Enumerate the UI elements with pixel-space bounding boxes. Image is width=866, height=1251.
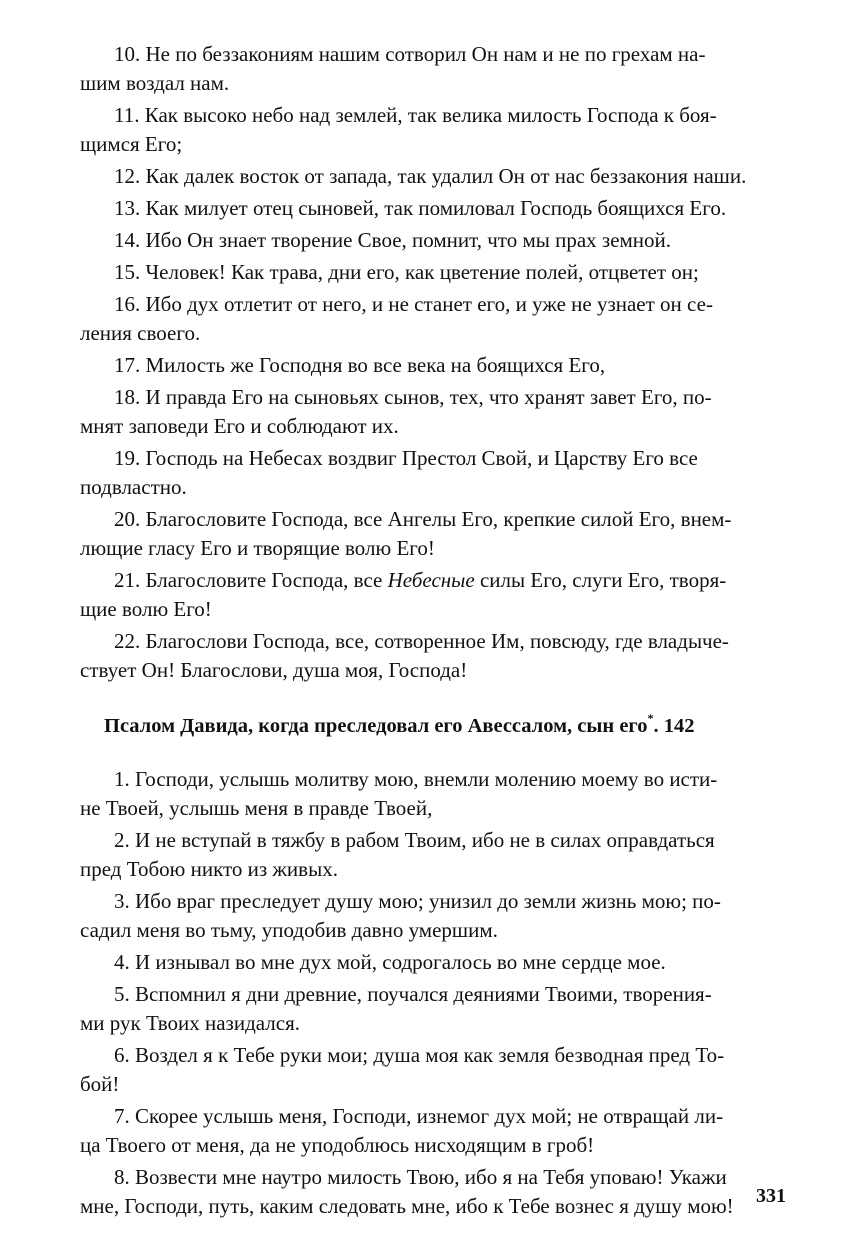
verse-21-text-after: силы Его, слуги Его, творя- щие волю Его! xyxy=(80,568,727,621)
verse-22: 22. Благослови Господа, все, сотворенное Им, повсюду, где владыче- ствует Он! Благослови, душа моя, Господа! xyxy=(80,629,729,682)
verse-13: 13. Как милует отец сыновей, так помиловал Господь боящихся Его. xyxy=(114,196,727,220)
verse-11: 11. Как высоко небо над землей, так велика милость Господа к боя- щимся Его; xyxy=(80,103,717,156)
verse-21 xyxy=(80,566,786,624)
psalm-number: . 142 xyxy=(653,714,695,737)
verse-15: 15. Человек! Как трава, дни его, как цветение полей, отцветет он; xyxy=(114,260,699,284)
psalm-heading xyxy=(80,706,786,741)
verse-17: 17. Милость же Господня во все века на боящихся Его, xyxy=(114,353,606,377)
verse-21-text-before: 21. Благословите Господа, все xyxy=(114,568,388,592)
verse-4: 4. И изнывал во мне дух мой, содрогалось во мне сердце мое. xyxy=(114,949,666,974)
verse-21-italic-word: Небесные xyxy=(387,568,475,592)
verse-3: 3. Ибо враг преследует душу мою; унизил до земли жизнь мою; по- садил меня во тьму, уподобив давно умершим. xyxy=(80,888,721,942)
verse-6: 6. Воздел я к Тебе руки мои; душа моя как земля безводная пред То- бой! xyxy=(80,1042,725,1096)
verse-8: 8. Возвести мне наутро милость Твою, ибо я на Тебя уповаю! Укажи мне, Господи, путь, каким следовать мне, ибо к Тебе вознес я душу мою! xyxy=(80,1164,734,1218)
verse-12: 12. Как далек восток от запада, так удалил Он от нас беззакония наши. xyxy=(114,164,747,188)
verse-10: 10. Не по беззакониям нашим сотворил Он нам и не по грехам на- шим воздал нам. xyxy=(80,42,706,95)
page-number: 331 xyxy=(756,1185,786,1207)
verse-14: 14. Ибо Он знает творение Свое, помнит, что мы прах земной. xyxy=(114,228,672,252)
psalm-heading-text: Псалом Давида, когда преследовал его Авессалом, сын его xyxy=(104,714,648,737)
footnote-mark: * xyxy=(647,711,654,725)
verse-5: 5. Вспомнил я дни древние, поучался деяниями Твоими, творения- ми рук Твоих назидался. xyxy=(80,981,712,1035)
verse-18: 18. И правда Его на сыновьях сынов, тех, что хранят завет Его, по- мнят заповеди Его и соблюдают их. xyxy=(80,385,712,438)
verse-20: 20. Благословите Господа, все Ангелы Его, крепкие силой Его, внем- лющие гласу Его и творящие волю Его! xyxy=(80,507,732,560)
verse-1: 1. Господи, услышь молитву мою, внемли молению моему во исти- не Твоей, услышь меня в правде Твоей, xyxy=(80,766,718,820)
page-body xyxy=(80,40,786,1224)
verse-2: 2. И не вступай в тяжбу в рабом Твоим, ибо не в силах оправдаться пред Тобою никто из живых. xyxy=(80,827,715,881)
verse-16: 16. Ибо дух отлетит от него, и не станет его, и уже не узнает он се- ления своего. xyxy=(80,292,713,345)
verse-7: 7. Скорее услышь меня, Господи, изнемог дух мой; не отвращай ли- ца Твоего от меня, да не уподоблюсь нисходящим в гроб! xyxy=(80,1103,724,1157)
verse-19: 19. Господь на Небесах воздвиг Престол Свой, и Царству Его все подвластно. xyxy=(80,446,698,499)
